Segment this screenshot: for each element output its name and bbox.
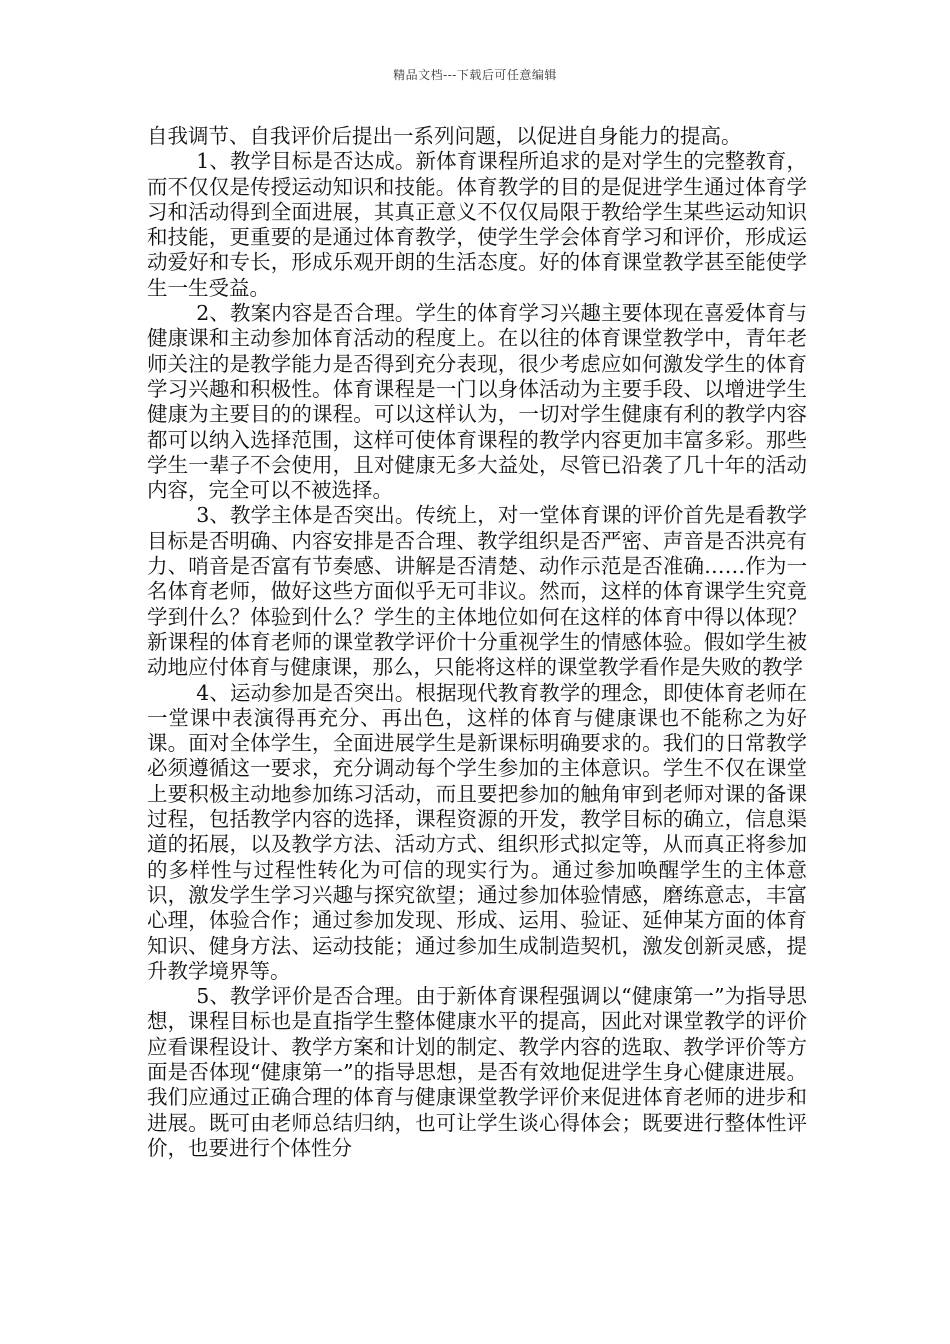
page-header: 精品文档---下载后可任意编辑 — [393, 68, 557, 82]
paragraph-teaching-goal: 1、教学目标是否达成。新体育课程所追求的是对学生的完整教育，而不仅仅是传授运动知识和技能。体育教学的目的是促进学生通过体育学习和活动得到全面进展，其真正意义不仅仅局限于教给学生某些运动知识和技能，更重要的是通过体育教学，使学生学会体育学习和评价，形成运动爱好和专长，形成乐观开朗的生活态度。好的体育课堂教学甚至能使学生一生受益。 — [147, 149, 807, 300]
paragraph-evaluation: 5、教学评价是否合理。由于新体育课程强调以“健康第一”为指导思想，课程目标也是直指学生整体健康水平的提高，因此对课堂教学的评价应看课程设计、教学方案和计划的制定、教学内容的选取、教学评价等方面是否体现“健康第一”的指导思想，是否有效地促进学生身心健康进展。我们应通过正确合理的体育与健康课堂教学评价来促进体育老师的进步和进展。既可由老师总结归纳，也可让学生谈心得体会；既要进行整体性评价，也要进行个体性分 — [147, 984, 807, 1160]
paragraph-participation: 4、运动参加是否突出。根据现代教育教学的理念，即使体育老师在一堂课中表演得再充分、再出色，这样的体育与健康课也不能称之为好课。面对全体学生，全面进展学生是新课标明确要求的。我们的日常教学必须遵循这一要求，充分调动每个学生参加的主体意识。学生不仅在课堂上要积极主动地参加练习活动，而且要把参加的触角审到老师对课的备课过程，包括教学内容的选择，课程资源的开发，教学目标的确立，信息渠道的拓展，以及教学方法、活动方式、组织形式拟定等，从而真正将参加的多样性与过程性转化为可信的现实行为。通过参加唤醒学生的主体意识，激发学生学习兴趣与探究欲望；通过参加体验情感，磨练意志，丰富心理，体验合作；通过参加发现、形成、运用、验证、延伸某方面的体育知识、健身方法、运动技能；通过参加生成制造契机，激发创新灵感，提升教学境界等。 — [147, 680, 807, 983]
paragraph-lesson-content: 2、教案内容是否合理。学生的体育学习兴趣主要体现在喜爱体育与健康课和主动参加体育活动的程度上。在以往的体育课堂教学中，青年老师关注的是教学能力是否得到充分表现，很少考虑应如何激发学生的体育学习兴趣和积极性。体育课程是一门以身体活动为主要手段、以增进学生健康为主要目的的课程。可以这样认为，一切对学生健康有利的教学内容都可以纳入选择范围，这样可使体育课程的教学内容更加丰富多彩。那些学生一辈子不会使用，且对健康无多大益处，尽管已沿袭了几十年的活动内容，完全可以不被选择。 — [147, 301, 807, 503]
paragraph-intro: 自我调节、自我评价后提出一系列问题，以促进自身能力的提高。 — [147, 124, 742, 148]
paragraph-student-subject: 3、教学主体是否突出。传统上，对一堂体育课的评价首先是看教学目标是否明确、内容安排是否合理、教学组织是否严密、声音是否洪亮有力、哨音是否富有节奏感、讲解是否清楚、动作示范是否准确……作为一名体育老师，做好这些方面似乎无可非议。然而，这样的体育课学生究竟学到什么？体验到什么？学生的主体地位如何在这样的体育中得以体现？新课程的体育老师的课堂教学评价十分重视学生的情感体验。假如学生被动地应付体育与健康课，那么，只能将这样的课堂教学看作是失败的教学 — [147, 503, 807, 680]
document-body — [147, 124, 807, 1161]
